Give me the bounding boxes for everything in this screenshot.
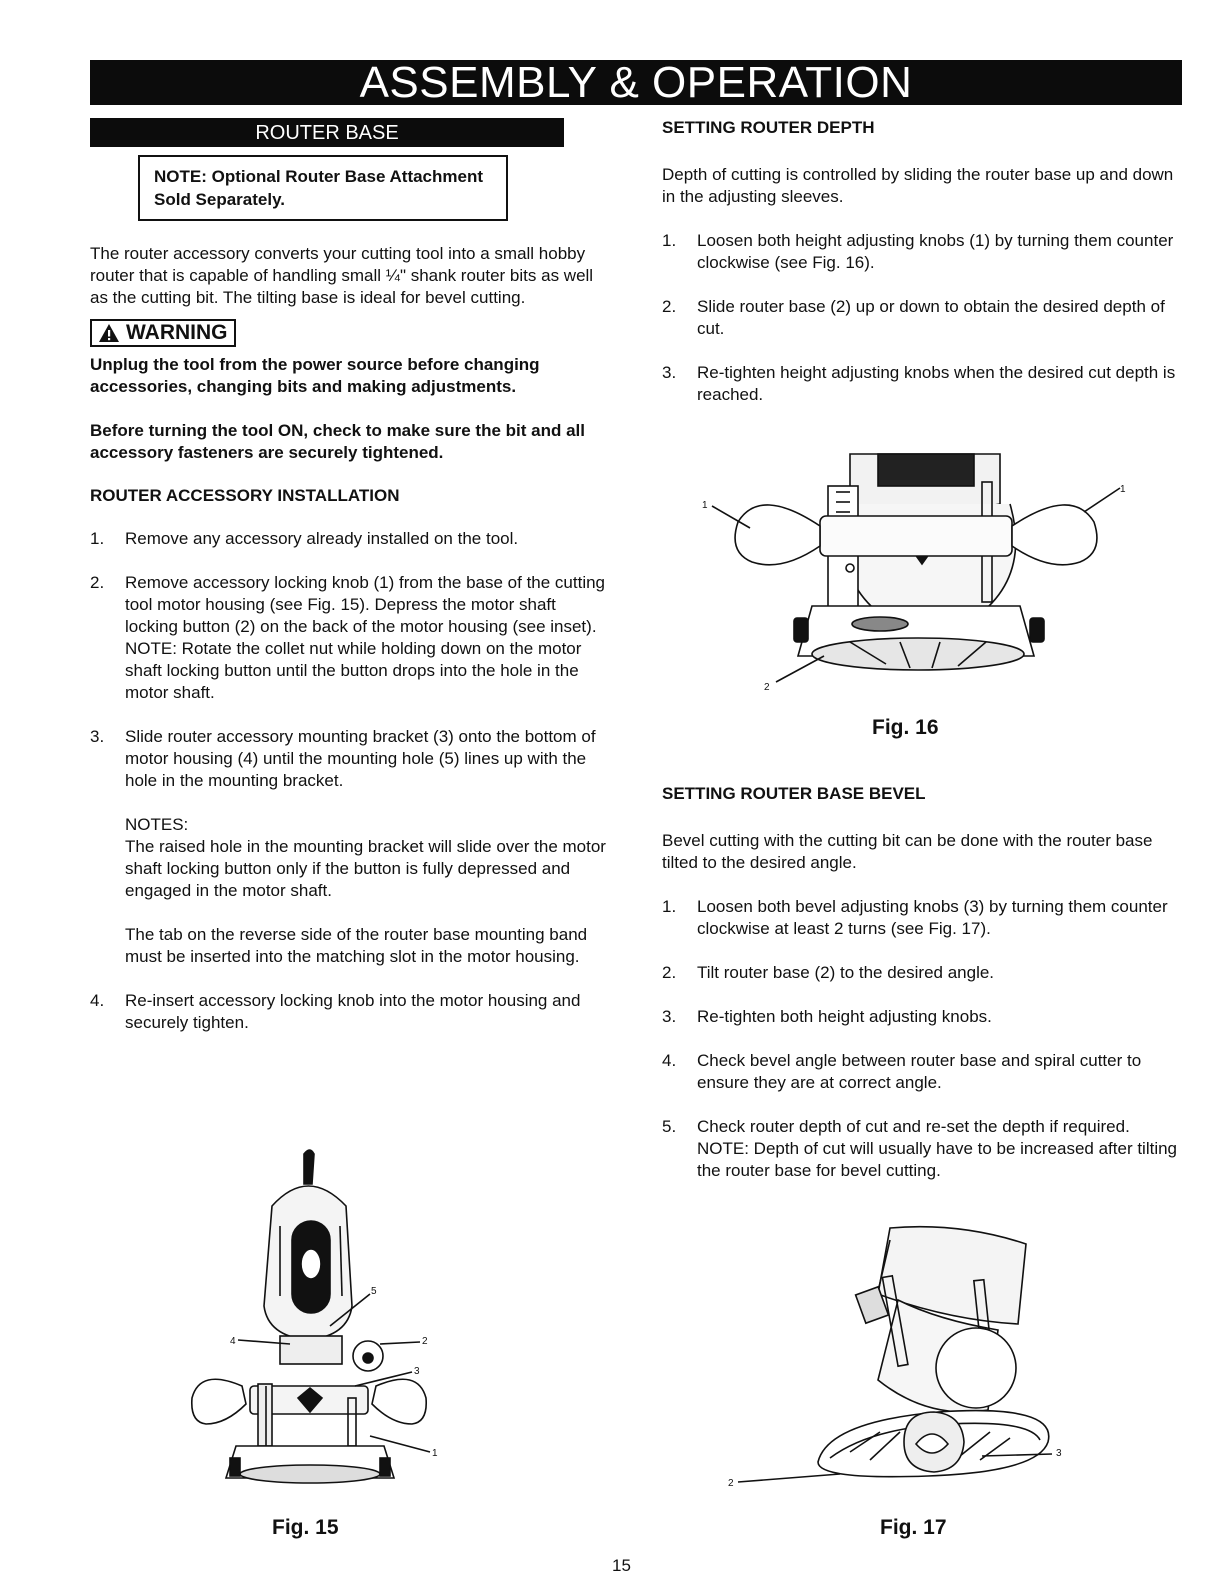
bevel-section	[662, 784, 1182, 1182]
fig15-callout-4: 4	[230, 1336, 236, 1347]
page-number: 15	[612, 1556, 631, 1575]
fig17-callout-2: 2	[728, 1478, 734, 1489]
depth-heading: SETTING ROUTER DEPTH	[662, 118, 875, 137]
figure-16-caption: Fig. 16	[872, 716, 939, 739]
figure-17-illustration	[720, 1220, 1080, 1500]
warning-label	[90, 319, 236, 347]
page-title: ASSEMBLY & OPERATION	[90, 60, 1182, 105]
warning-block	[90, 319, 610, 348]
fig15-callout-5: 5	[371, 1286, 377, 1297]
bevel-heading: SETTING ROUTER BASE BEVEL	[662, 784, 926, 803]
list-item: 1. Remove any accessory already installed on the tool.	[90, 529, 519, 548]
left-column	[90, 118, 610, 1034]
bevel-steps	[662, 896, 1182, 1182]
figure-17-caption: Fig. 17	[880, 1516, 947, 1539]
installation-heading: ROUTER ACCESSORY INSTALLATION	[90, 486, 400, 505]
list-item: 2. Slide router base (2) up or down to obtain the desired depth of cut.	[662, 297, 1165, 338]
list-item: 2. Remove accessory locking knob (1) from the base of the cutting tool motor housing (see Fig. 15). Depress the motor shaft locking button (2) on the back of the motor housing (see inset). NOTE: Rotate the collet nut while holding down on the motor shaft locking button until the button drops into the hole in the motor shaft.	[90, 573, 606, 702]
depth-steps	[662, 230, 1182, 406]
intro-paragraph: The router accessory converts your cutting tool into a small hobby router that is capable of handling small ¼" shank router bits as well as the cutting bit. The tilting base is ideal for bevel cutting.	[90, 244, 594, 307]
list-item: 5. Check router depth of cut and re-set the depth if required. NOTE: Depth of cut will usually have to be increased after tilting the router base for bevel cutting.	[662, 1117, 1178, 1180]
list-item: 4. Check bevel angle between router base and spiral cutter to ensure they are at correct angle.	[662, 1051, 1142, 1092]
depth-intro: Depth of cutting is controlled by sliding the router base up and down in the adjusting sleeves.	[662, 165, 1174, 206]
figure-15-caption: Fig. 15	[272, 1516, 339, 1539]
warning-text: Unplug the tool from the power source before changing accessories, changing bits and making adjustments.	[90, 355, 540, 396]
fig15-callout-3: 3	[414, 1366, 420, 1377]
list-item: 3. Re-tighten both height adjusting knobs.	[662, 1007, 992, 1026]
fig16-callout-2: 2	[764, 682, 770, 693]
list-item: 3. Re-tighten height adjusting knobs when the desired cut depth is reached.	[662, 363, 1176, 404]
before-turning-on-text: Before turning the tool ON, check to make sure the bit and all accessory fasteners are securely tightened.	[90, 421, 585, 462]
right-column	[662, 118, 1182, 406]
warning-label-text: WARNING	[126, 321, 228, 344]
fig16-callout-1-left: 1	[702, 500, 708, 511]
figure-15-illustration	[180, 1146, 460, 1486]
list-item: 1. Loosen both height adjusting knobs (1) by turning them counter clockwise (see Fig. 16).	[662, 231, 1174, 272]
fig17-callout-3: 3	[1056, 1448, 1062, 1459]
fig16-callout-1-right: 1	[1120, 484, 1126, 495]
figure-16-illustration	[700, 446, 1140, 706]
installation-steps	[90, 528, 610, 1034]
section-title-router-base: ROUTER BASE	[90, 118, 564, 147]
fig15-callout-1: 1	[432, 1448, 438, 1459]
list-item: 3. Slide router accessory mounting bracket (3) onto the bottom of motor housing (4) until the mounting hole (5) lines up with the hole in the mounting bracket. NOTES: The raised hole in the mounting bracket will slide over the motor shaft locking button only if the button is fully depressed and engaged in the motor shaft. The tab on the reverse side of the router base mounting band must be inserted into the matching slot in the motor housing.	[90, 727, 606, 966]
optional-attachment-note: NOTE: Optional Router Base Attachment Sold Separately.	[138, 155, 508, 221]
bevel-intro: Bevel cutting with the cutting bit can be done with the router base tilted to the desired angle.	[662, 831, 1153, 872]
list-item: 4. Re-insert accessory locking knob into the motor housing and securely tighten.	[90, 991, 581, 1032]
list-item: 2. Tilt router base (2) to the desired angle.	[662, 963, 995, 982]
fig15-callout-2: 2	[422, 1336, 428, 1347]
list-item: 1. Loosen both bevel adjusting knobs (3) by turning them counter clockwise at least 2 turns (see Fig. 17).	[662, 897, 1168, 938]
warning-triangle-icon	[98, 323, 120, 343]
